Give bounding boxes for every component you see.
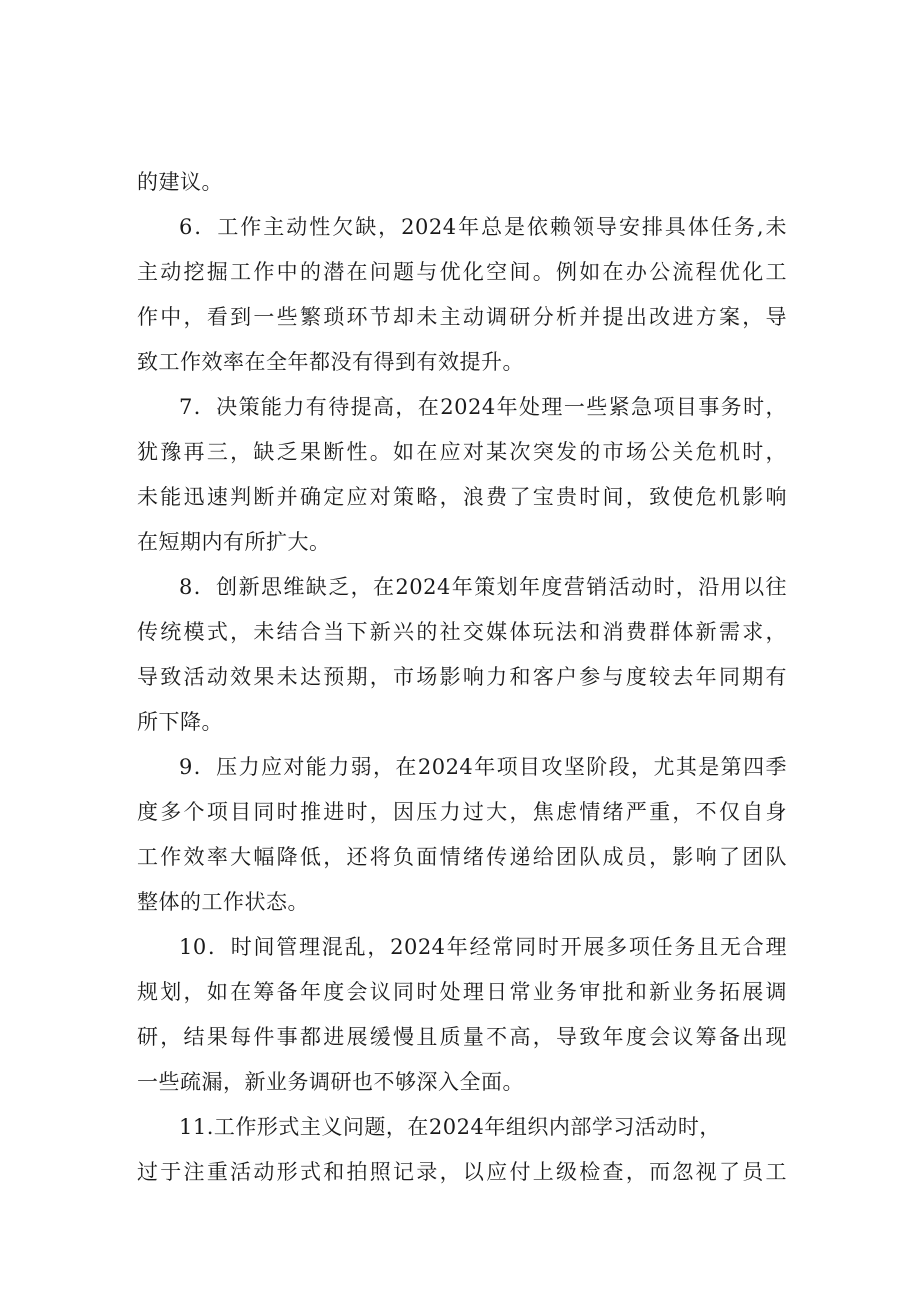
text-line: 8．创新思维缺乏，在2024年策划年度营销活动时，沿用以往 bbox=[179, 575, 787, 599]
text-line: 10．时间管理混乱，2024年经常同时开展多项任务且无合理 bbox=[179, 935, 787, 959]
text-line: 工作效率大幅降低，还将负面情绪传递给团队成员，影响了团队 bbox=[137, 845, 787, 869]
text-line: 11.工作形式主义问题，在2024年组织内部学习活动时， bbox=[179, 1115, 721, 1139]
text-line: 7．决策能力有待提高，在2024年处理一些紧急项目事务时， bbox=[179, 395, 787, 419]
text-line: 规划，如在筹备年度会议同时处理日常业务审批和新业务拓展调 bbox=[137, 980, 787, 1004]
text-line: 犹豫再三，缺乏果断性。如在应对某次突发的市场公关危机时， bbox=[137, 440, 787, 464]
text-line: 致工作效率在全年都没有得到有效提升。 bbox=[137, 350, 524, 374]
text-line: 主动挖掘工作中的潜在问题与优化空间。例如在办公流程优化工 bbox=[137, 260, 787, 284]
text-line: 6．工作主动性欠缺，2024年总是依赖领导安排具体任务,未 bbox=[179, 215, 787, 239]
text-line: 过于注重活动形式和拍照记录，以应付上级检查，而忽视了员工 bbox=[137, 1160, 787, 1184]
text-line: 一些疏漏，新业务调研也不够深入全面。 bbox=[137, 1070, 524, 1094]
text-line: 9．压力应对能力弱，在2024年项目攻坚阶段，尤其是第四季 bbox=[179, 755, 787, 779]
text-line: 度多个项目同时推进时，因压力过大，焦虑情绪严重，不仅自身 bbox=[137, 800, 787, 824]
text-line: 研，结果每件事都进展缓慢且质量不高，导致年度会议筹备出现 bbox=[137, 1025, 787, 1049]
document-body bbox=[137, 160, 787, 1195]
text-line: 传统模式，未结合当下新兴的社交媒体玩法和消费群体新需求， bbox=[137, 620, 787, 644]
text-line: 整体的工作状态。 bbox=[137, 890, 309, 914]
text-line: 作中，看到一些繁琐环节却未主动调研分析并提出改进方案，导 bbox=[137, 305, 787, 329]
text-line: 的建议。 bbox=[137, 170, 223, 194]
text-line: 在短期内有所扩大。 bbox=[137, 530, 331, 554]
text-line: 未能迅速判断并确定应对策略，浪费了宝贵时间，致使危机影响 bbox=[137, 485, 787, 509]
text-line: 导致活动效果未达预期，市场影响力和客户参与度较去年同期有 bbox=[137, 665, 787, 689]
text-line: 所下降。 bbox=[137, 710, 223, 734]
